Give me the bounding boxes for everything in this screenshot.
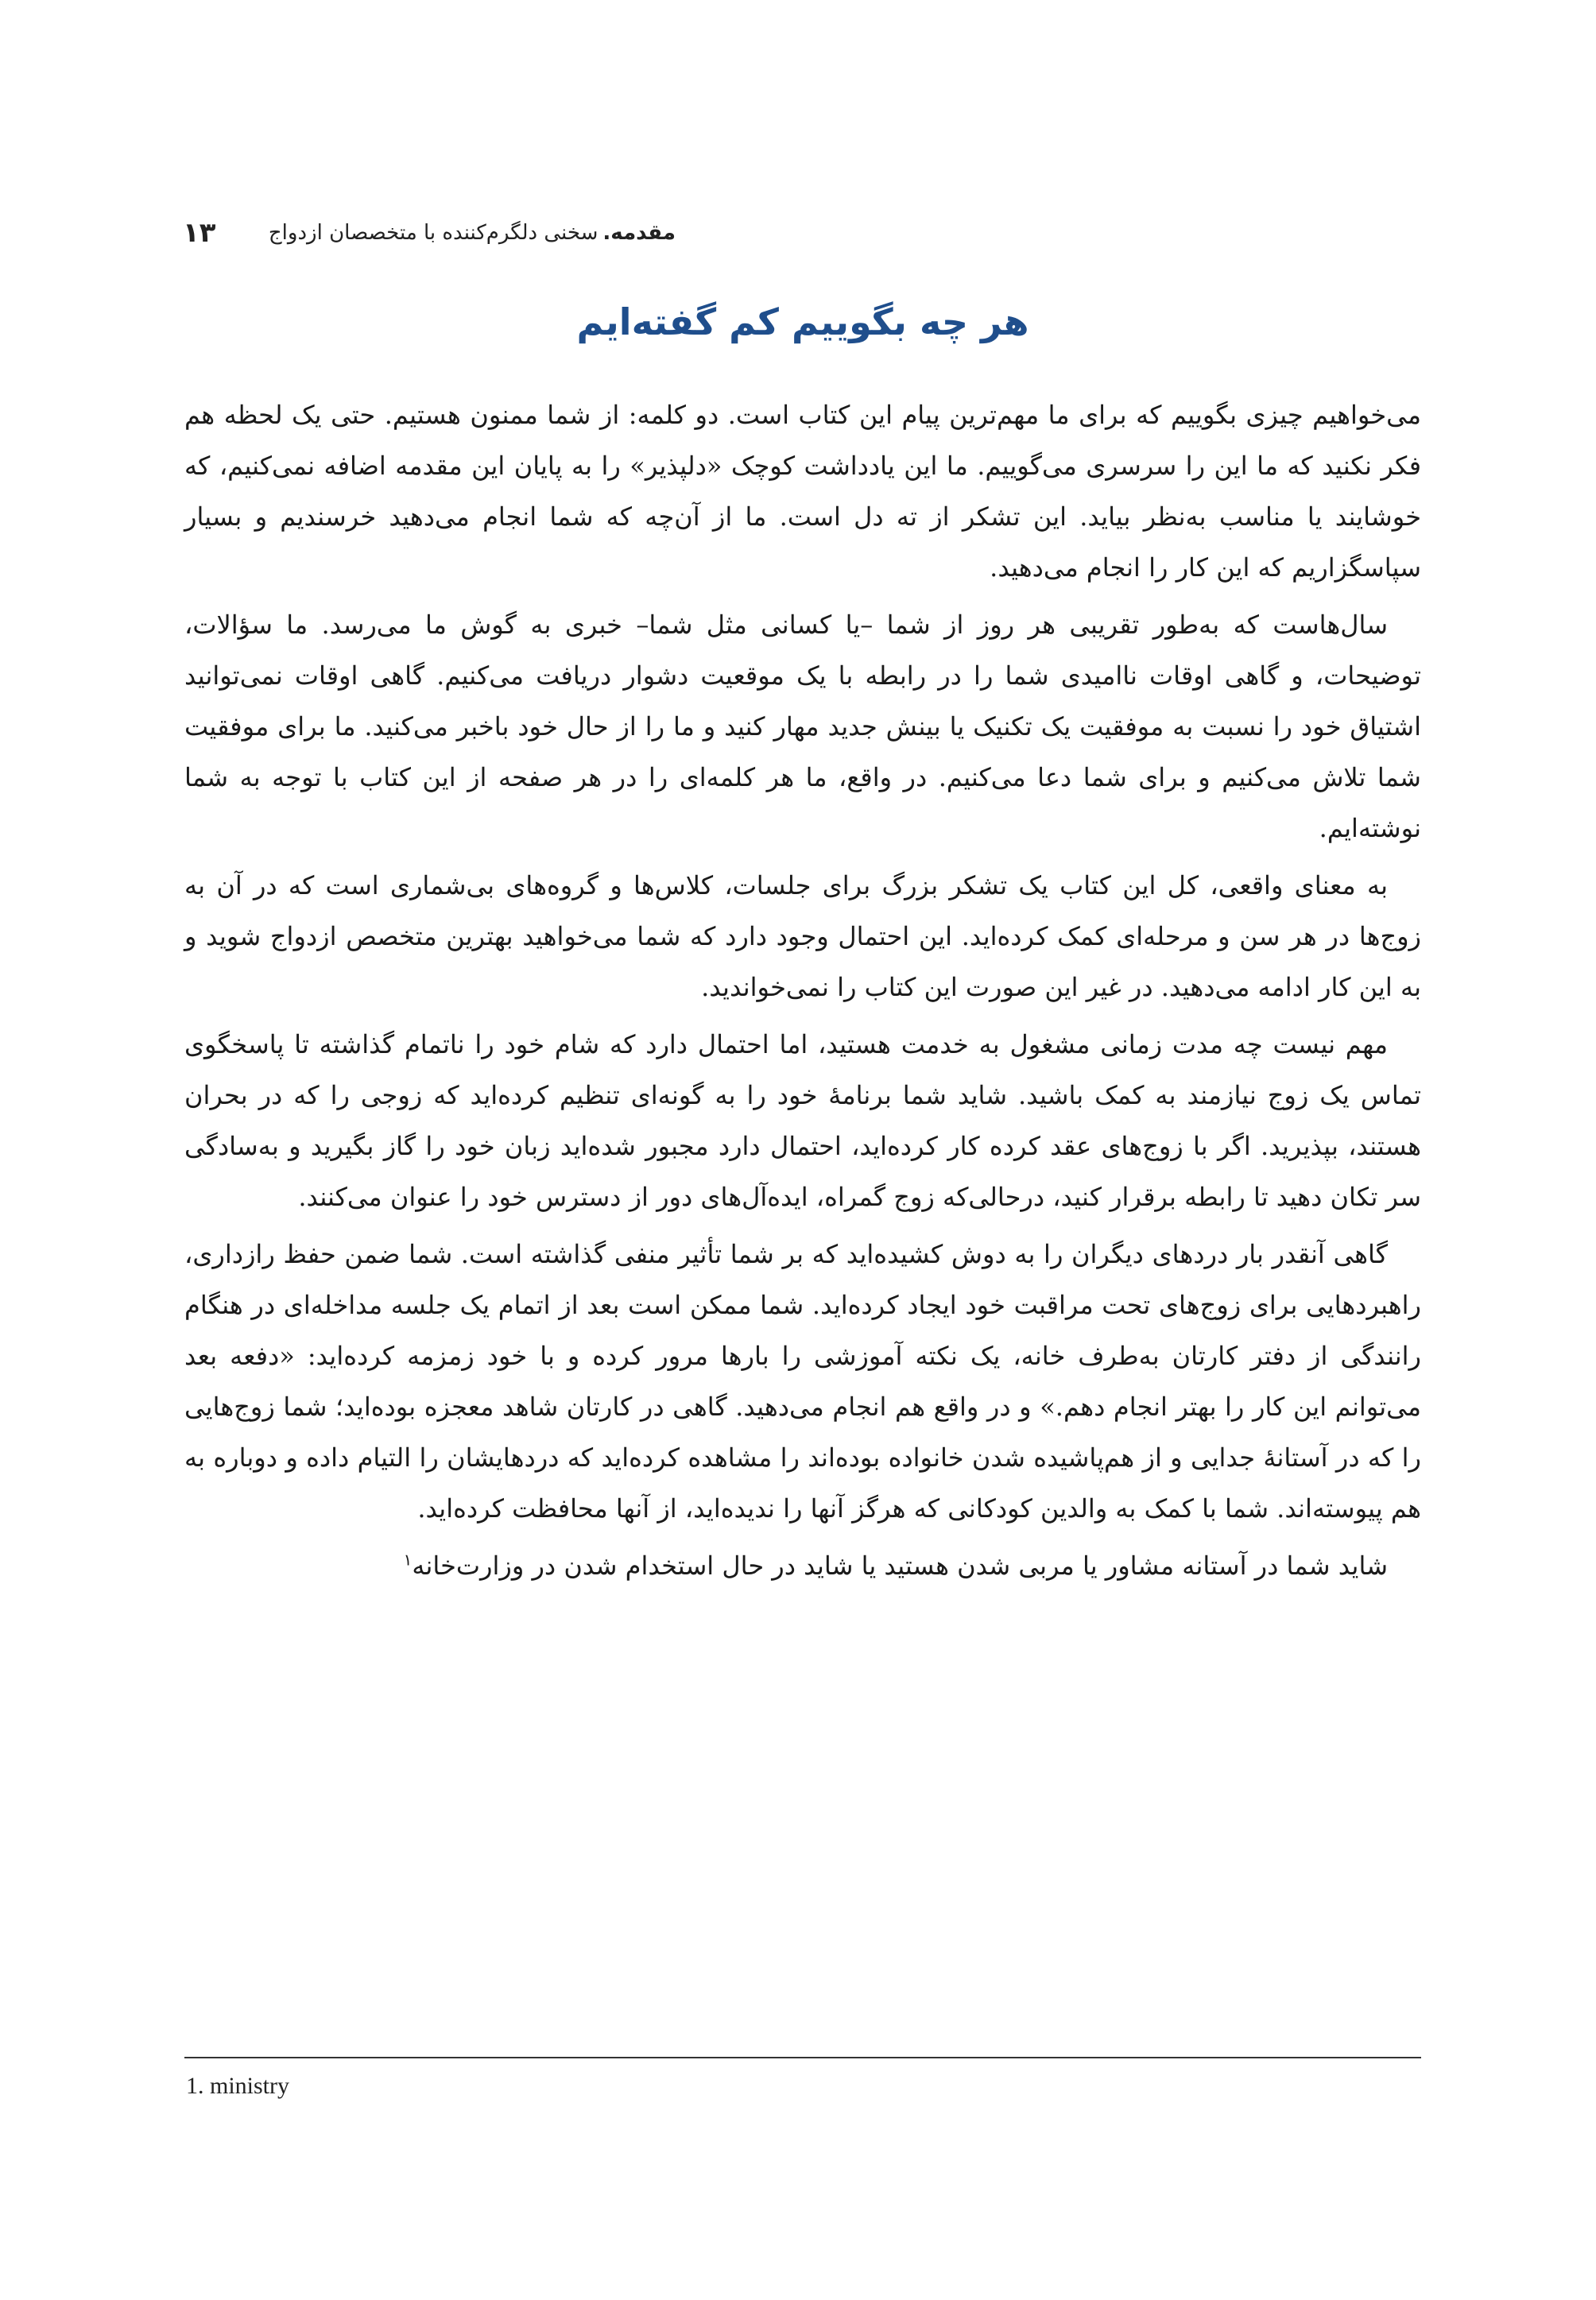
section-title: هر چه بگوییم کم گفته‌ایم [576,300,1029,343]
paragraph-6-text: شاید شما در آستانه مشاور یا مربی شدن هستید یا شاید در حال استخدام شدن در وزارت‌خانه [412,1551,1388,1581]
chapter-label: مقدمه. [602,221,676,245]
footnote: 1. ministry [186,2073,290,2099]
chapter-subtitle: سخنی دلگرم‌کننده با متخصصان ازدواج [268,221,598,245]
paragraph-4: مهم نیست چه مدت زمانی مشغول به خدمت هستید، اما احتمال دارد که شام خود را ناتمام گذاشته تا پاسخگوی تماس یک زوج نیازمند به کمک باشید. شاید شما برنامهٔ خود را به گونه‌ای تنظیم کرده‌اید که زوجی را که در بحران هستند، بپذیرید. اگر با زوج‌های عقد کرده کار کرده‌اید، احتمال دارد مجبور شده‌اید زبان خود را گاز بگیرید و به‌سادگی سر تکان دهید تا رابطه برقرار کنید، درحالی‌که زوج گمراه، ایده‌آل‌های دور از دسترس خود را عنوان می‌کنند. [184,1029,1422,1212]
paragraph-5: گاهی آنقدر بار دردهای دیگران را به دوش کشیده‌اید که بر شما تأثیر منفی گذاشته است. شما ضمن حفظ رازداری، راهبردهایی برای زوج‌های تحت مراقبت خود ایجاد کرده‌اید. شما ممکن است بعد از اتمام یک جلسه مداخله‌ای در هنگام رانندگی از دفتر کارتان به‌طرف خانه، یک نکته آموزشی را بارها مرور کرده و با خود زمزمه کرده‌اید: «دفعه بعد می‌توانم این کار را بهتر انجام دهم.» و در واقع هم انجام می‌دهید. گاهی در کارتان شاهد معجزه بوده‌اید؛ شما زوج‌هایی را که در آستانهٔ جدایی و از هم‌پاشیده شدن خانواده بوده‌اند را مشاهده کرده‌اید که دردهایشان را التیام داده و دوباره به هم پیوسته‌اند. شما با کمک به والدین کودکانی که هرگز آنها را ندیده‌اید، از آنها محافظت کرده‌اید. [184,1239,1422,1524]
body-text [184,389,1421,1597]
paragraph-2: سال‌هاست که به‌طور تقریبی هر روز از شما –یا کسانی مثل شما– خبری به گوش ما می‌رسد. ما سؤالات، توضیحات، و گاهی اوقات ناامیدی شما را در رابطه با یک موقعیت دشوار دریافت می‌کنیم. گاهی اوقات نمی‌توانید اشتیاق خود را نسبت به موفقیت یک تکنیک یا بینش جدید مهار کنید و ما را از حال خود باخبر می‌کنید. ما برای موفقیت شما تلاش می‌کنیم و برای شما دعا می‌کنیم. در واقع، ما هر کلمه‌ای را در هر صفحه از این کتاب با توجه به شما نوشته‌ایم. [184,610,1421,843]
footnote-marker: ۱ [403,1550,413,1570]
paragraph-1: می‌خواهیم چیزی بگوییم که برای ما مهم‌ترین پیام این کتاب است. دو کلمه: از شما ممنون هستیم. حتی یک لحظه هم فکر نکنید که ما این را سرسری می‌گوییم. ما این یادداشت کوچک «دلپذیر» را به پایان این مقدمه اضافه نمی‌کنیم، که خوشایند یا مناسب به‌نظر بیاید. این تشکر از ته دل است. ما از آن‌چه که شما انجام می‌دهید خرسندیم و بسیار سپاسگزاریم که این کار را انجام می‌دهید. [184,400,1422,583]
paragraph-3: به معنای واقعی، کل این کتاب یک تشکر بزرگ برای جلسات، کلاس‌ها و گروه‌های بی‌شماری است که در آن به زوج‌ها در هر سن و مرحله‌ای کمک کرده‌اید. این احتمال وجود دارد که شما می‌خواهید بهترین متخصص ازدواج شوید و به این کار ادامه می‌دهید. در غیر این صورت این کتاب را نمی‌خواندید. [184,870,1422,1002]
page-number: ۱۳ [183,217,216,249]
footnote-divider [184,2057,1421,2058]
paragraph-6 [184,1540,1421,1591]
running-header [183,213,676,253]
